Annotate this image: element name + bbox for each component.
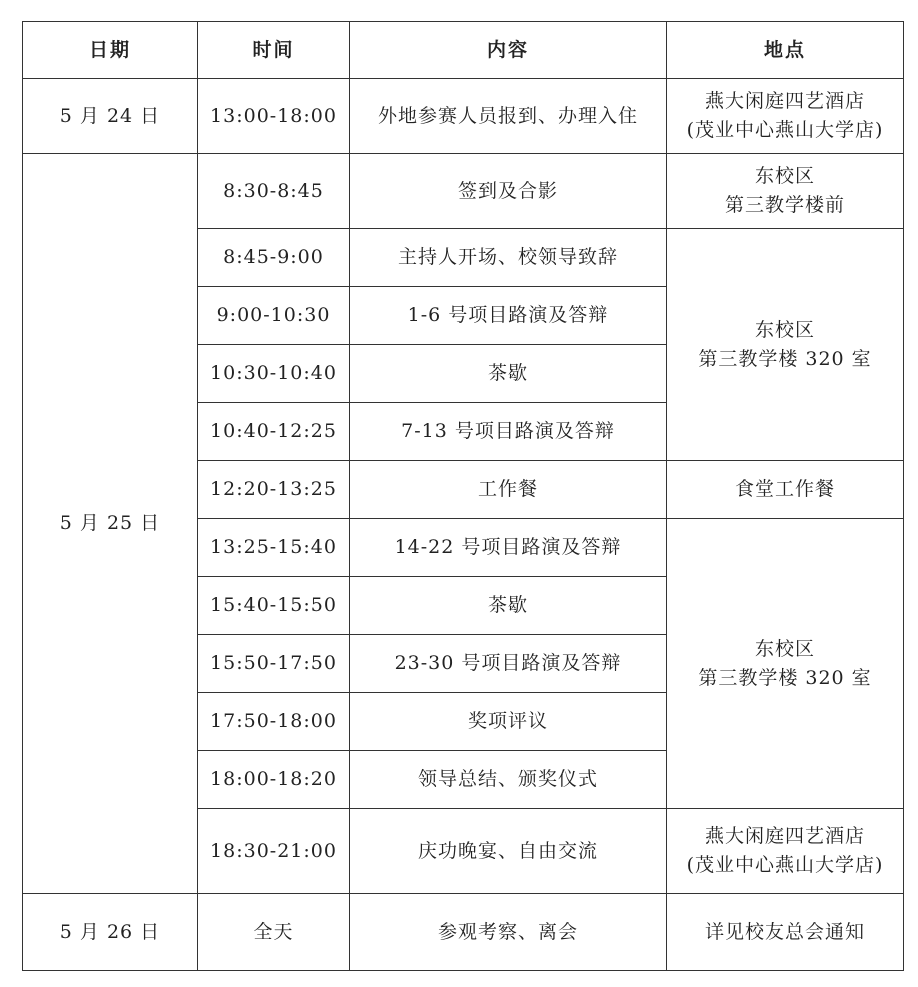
location-cell: [667, 809, 904, 894]
location-line: 燕大闲庭四艺酒店: [704, 90, 865, 112]
time-cell: 8:45-9:00: [198, 229, 350, 287]
time-cell: 18:30-21:00: [198, 809, 350, 894]
header-content: 内容: [350, 22, 667, 79]
date-cell: 5 月 25 日: [23, 154, 198, 894]
content-cell: 工作餐: [350, 461, 667, 519]
location-line: 燕大闲庭四艺酒店: [704, 825, 865, 847]
date-cell: 5 月 26 日: [23, 894, 198, 971]
time-cell: 10:30-10:40: [198, 345, 350, 403]
schedule-table: [22, 21, 904, 971]
header-date: 日期: [23, 22, 198, 79]
location-cell: [667, 79, 904, 154]
time-cell: 13:00-18:00: [198, 79, 350, 154]
location-line: (茂业中心燕山大学店): [686, 854, 884, 876]
content-cell: 茶歇: [350, 577, 667, 635]
time-cell: 10:40-12:25: [198, 403, 350, 461]
time-cell: 18:00-18:20: [198, 751, 350, 809]
location-cell: 食堂工作餐: [667, 461, 904, 519]
content-cell: 7-13 号项目路演及答辩: [350, 403, 667, 461]
content-cell: 参观考察、离会: [350, 894, 667, 971]
time-cell: 8:30-8:45: [198, 154, 350, 229]
table-row: [23, 894, 904, 971]
location-line: 东校区: [754, 318, 815, 341]
location-cell: [667, 519, 904, 809]
content-cell: 领导总结、颁奖仪式: [350, 751, 667, 809]
location-line: 东校区: [754, 637, 815, 660]
location-cell: [667, 154, 904, 229]
header-location: 地点: [667, 22, 904, 79]
time-cell: 9:00-10:30: [198, 287, 350, 345]
location-cell: 详见校友总会通知: [667, 894, 904, 971]
time-cell: 13:25-15:40: [198, 519, 350, 577]
content-cell: 茶歇: [350, 345, 667, 403]
content-cell: 奖项评议: [350, 693, 667, 751]
time-cell: 12:20-13:25: [198, 461, 350, 519]
time-cell: 15:50-17:50: [198, 635, 350, 693]
time-cell: 17:50-18:00: [198, 693, 350, 751]
location-line: 第三教学楼 320 室: [698, 347, 872, 370]
content-cell: 23-30 号项目路演及答辩: [350, 635, 667, 693]
location-line: (茂业中心燕山大学店): [686, 119, 884, 141]
table-row: [23, 154, 904, 229]
content-cell: 外地参赛人员报到、办理入住: [350, 79, 667, 154]
content-cell: 主持人开场、校领导致辞: [350, 229, 667, 287]
location-cell: [667, 229, 904, 461]
content-cell: 庆功晚宴、自由交流: [350, 809, 667, 894]
content-cell: 14-22 号项目路演及答辩: [350, 519, 667, 577]
location-line: 第三教学楼前: [724, 194, 845, 216]
header-time: 时间: [198, 22, 350, 79]
header-row: [23, 22, 904, 79]
time-cell: 全天: [198, 894, 350, 971]
content-cell: 签到及合影: [350, 154, 667, 229]
time-cell: 15:40-15:50: [198, 577, 350, 635]
location-line: 东校区: [754, 165, 815, 187]
date-cell: 5 月 24 日: [23, 79, 198, 154]
table-row: [23, 79, 904, 154]
location-line: 第三教学楼 320 室: [698, 666, 872, 689]
content-cell: 1-6 号项目路演及答辩: [350, 287, 667, 345]
